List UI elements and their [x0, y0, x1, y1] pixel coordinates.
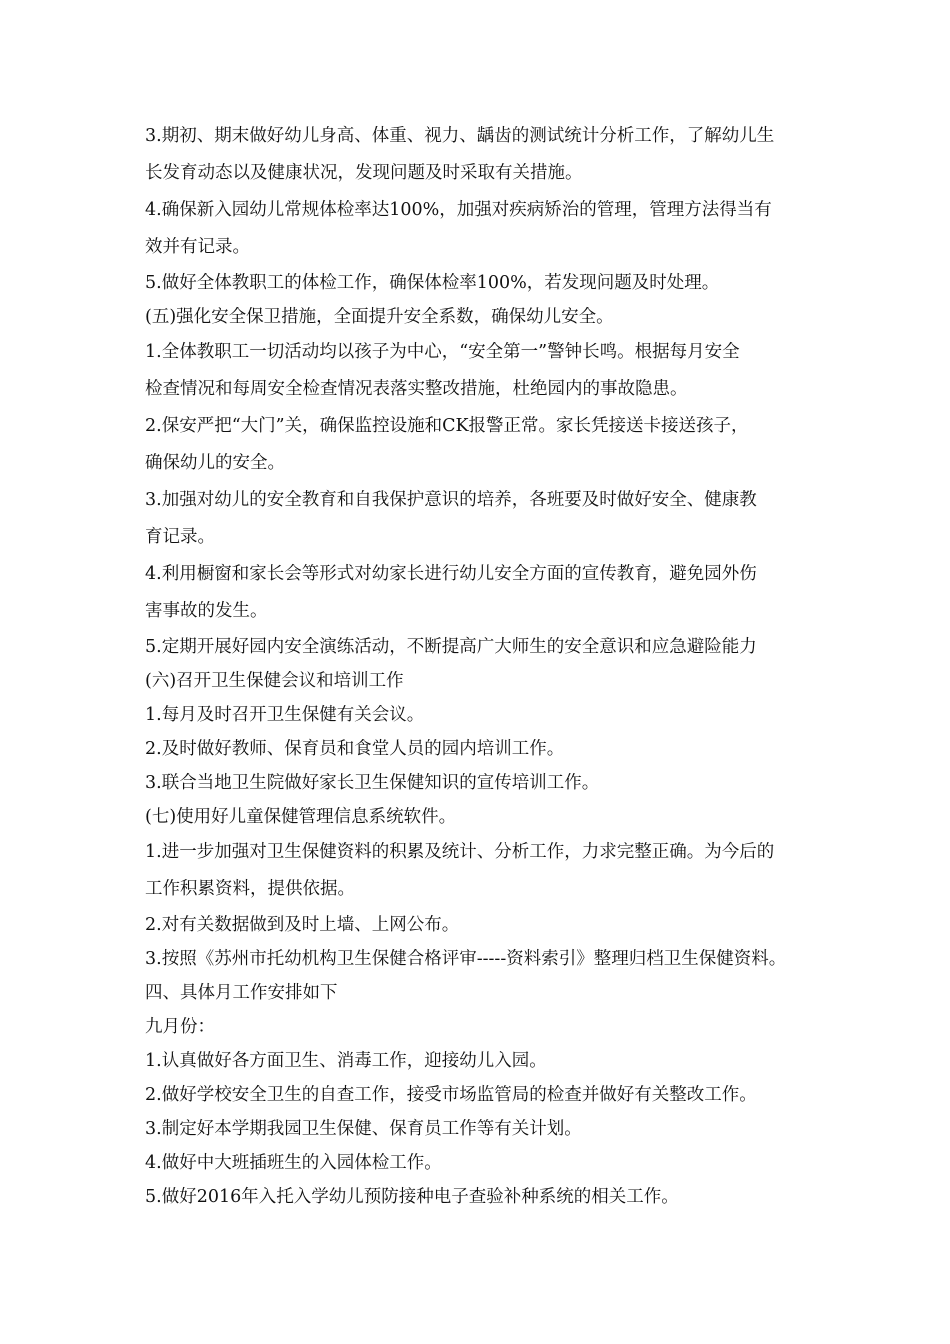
- text-line: 3.联合当地卫生院做好家长卫生保健知识的宣传培训工作。: [145, 773, 600, 793]
- text-line: 1.进一步加强对卫生保健资料的积累及统计、分析工作，力求完整正确。为今后的: [145, 842, 775, 862]
- text-line: 4.利用橱窗和家长会等形式对幼家长进行幼儿安全方面的宣传教育，避免园外伤: [145, 564, 757, 584]
- text-line: 1.每月及时召开卫生保健有关会议。: [145, 705, 425, 725]
- text-line: 确保幼儿的安全。: [145, 453, 285, 473]
- document-body: [145, 118, 835, 1214]
- month-heading: 九月份：: [145, 1017, 215, 1037]
- text-line: 工作积累资料，提供依据。: [145, 879, 355, 899]
- text-line: 5.做好全体教职工的体检工作，确保体检率100%，若发现问题及时处理。: [145, 273, 720, 293]
- text-line: 效并有记录。: [145, 237, 250, 257]
- section-heading: (六)召开卫生保健会议和培训工作: [145, 671, 404, 691]
- text-line: 4.做好中大班插班生的入园体检工作。: [145, 1153, 442, 1173]
- text-line: 1.认真做好各方面卫生、消毒工作，迎接幼儿入园。: [145, 1051, 547, 1071]
- text-line: 检查情况和每周安全检查情况表落实整改措施，杜绝园内的事故隐患。: [145, 379, 688, 399]
- section-heading: (五)强化安全保卫措施，全面提升安全系数，确保幼儿安全。: [145, 307, 614, 327]
- text-line: 5.做好2016年入托入学幼儿预防接种电子查验补种系统的相关工作。: [145, 1187, 679, 1207]
- text-line: 2.做好学校安全卫生的自查工作，接受市场监管局的检查并做好有关整改工作。: [145, 1085, 757, 1105]
- text-line: 1.全体教职工一切活动均以孩子为中心，“安全第一”警钟长鸣。根据每月安全: [145, 342, 740, 362]
- text-line: 2.保安严把“大门”关，确保监控设施和CK报警正常。家长凭接送卡接送孩子，: [145, 416, 749, 436]
- text-line: 害事故的发生。: [145, 601, 268, 621]
- text-line: 4.确保新入园幼儿常规体检率达100%，加强对疾病矫治的管理，管理方法得当有: [145, 200, 772, 220]
- text-line: 2.及时做好教师、保育员和食堂人员的园内培训工作。: [145, 739, 565, 759]
- section-heading: 四、具体月工作安排如下: [145, 983, 338, 1003]
- text-line: 5.定期开展好园内安全演练活动，不断提高广大师生的安全意识和应急避险能力: [145, 637, 757, 657]
- text-line: 2.对有关数据做到及时上墙、上网公布。: [145, 915, 460, 935]
- section-heading: (七)使用好儿童保健管理信息系统软件。: [145, 807, 457, 827]
- text-line: 3.期初、期末做好幼儿身高、体重、视力、龋齿的测试统计分析工作，了解幼儿生: [145, 126, 775, 146]
- text-line: 育记录。: [145, 527, 215, 547]
- text-line: 3.按照《苏州市托幼机构卫生保健合格评审-----资料索引》整理归档卫生保健资料。: [145, 949, 787, 969]
- text-line: 长发育动态以及健康状况，发现问题及时采取有关措施。: [145, 163, 583, 183]
- text-line: 3.制定好本学期我园卫生保健、保育员工作等有关计划。: [145, 1119, 582, 1139]
- text-line: 3.加强对幼儿的安全教育和自我保护意识的培养，各班要及时做好安全、健康教: [145, 490, 757, 510]
